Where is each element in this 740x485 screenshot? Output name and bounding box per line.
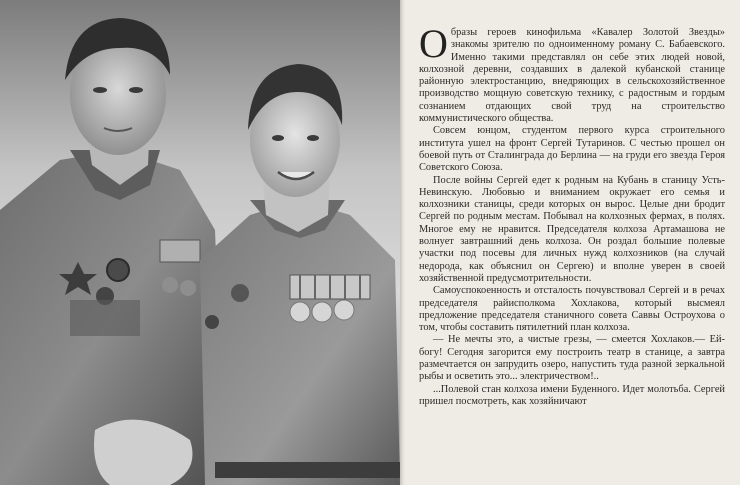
paragraph-6: ...Полевой стан колхоза имени Буденного. Идет молотьба. Сергей пришел посмотреть, как хозяйничают (419, 383, 725, 407)
intro-text: бразы героев кинофильма «Кавалер Золотой Звезды» знакомы зрителю по одноименному роману С. Бабаевского. Именно такими представлял он себе этих людей новой, колхозной деревни, создавших в далекой кубанской станице районную электростанцию, внедряющих в сельскохозяйственное производство мощную советскую технику, с радостным и гордым сознанием отдающих свой труд на строительство коммунистического общества. (419, 27, 725, 125)
article-text (419, 27, 725, 467)
paragraph-4: Самоуспокоенность и отсталость почувствовал Сергей и в речах председателя райисполкома Хохлакова, который высмеял предложение председателя станичного совета Саввы Остроухова о том, чтобы составить пятилетний план колхоза. (419, 285, 725, 334)
paragraph-intro (419, 27, 725, 125)
drop-cap: О (419, 27, 448, 66)
paragraph-2: Совсем юнцом, студентом первого курса строительного института ушел на фронт Сергей Тутаринов. С честью прошел он боевой путь от Сталинграда до Берлина — на груди его звезда Героя Советского Союза. (419, 125, 725, 174)
paragraph-5: — Не мечты это, а чистые грезы, — смеется Хохлаков.— Ей-богу! Сегодня загорится ему построить театр в станице, а завтра размечтается он запрудить озеро, напустить туда разной зеркальной рыбы и осветить это... электричеством!.. (419, 334, 725, 383)
page-fold-shadow (400, 0, 406, 485)
paragraph-3: После войны Сергей едет к родным на Кубань в станицу Усть-Невинскую. Любовью и вниманием окружает его семья и колхозники станицы, среди которых он вырос. Целые дни бродит Сергей по родным местам. Побывал на колхозных фермах, в полях. Многое ему не нравится. Председателя колхоза Артамашова не волнует завтрашний день колхоза. Он роздал большие полевые участки под посевы для личных нужд колхозников (на случай недорода, как объяснил он Сергею) и вполне уверен в своей хозяйственной предусмотрительности. (419, 174, 725, 284)
